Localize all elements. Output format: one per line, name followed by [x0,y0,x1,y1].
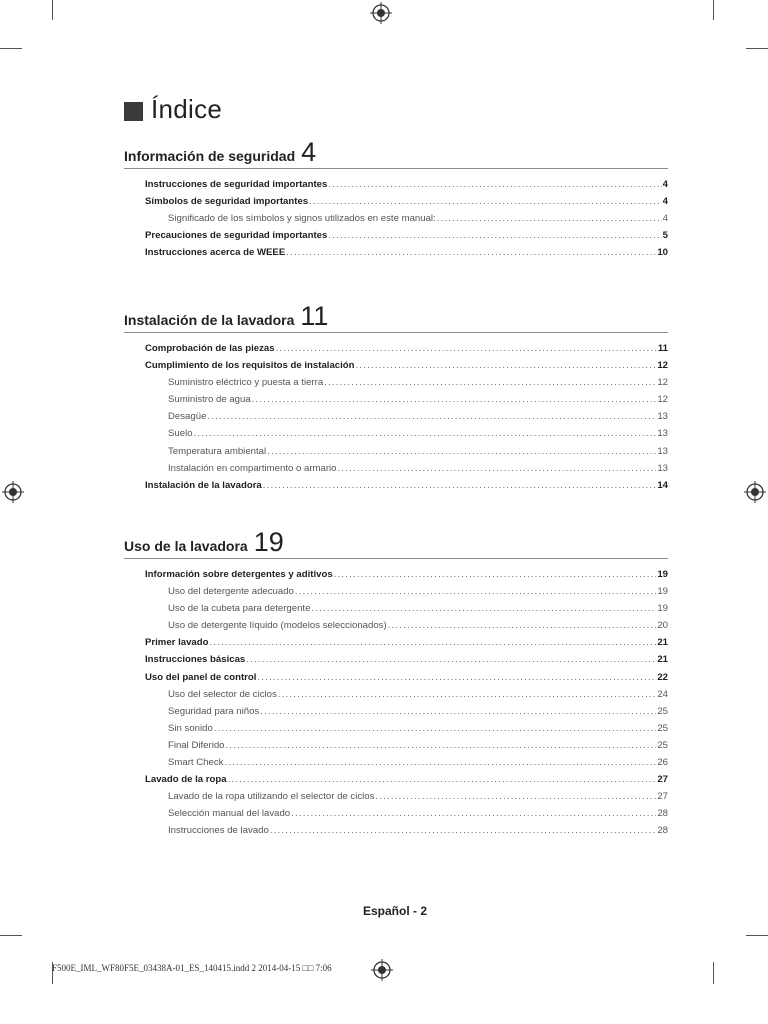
toc-entry-label: Suministro eléctrico y puesta a tierra [168,377,324,389]
title-square-icon [124,102,143,121]
toc-entry-page: 12 [657,360,668,372]
toc-entry[interactable] [124,805,668,822]
toc-entry[interactable] [124,651,668,668]
toc-entry[interactable] [124,600,668,617]
dot-leader [257,669,656,686]
registration-mark-icon [371,959,393,981]
toc-entry-label: Comprobación de las piezas [145,343,275,354]
toc-section [124,137,668,261]
toc-entry[interactable] [124,227,668,244]
section-page-number: 11 [300,301,329,331]
dot-leader [295,583,656,600]
toc-entry-label: Primer lavado [145,637,209,649]
toc-section [124,301,668,494]
toc-entry-page: 5 [662,230,668,242]
crop-mark [746,48,768,49]
toc-entry-label: Final Diferido [168,739,225,751]
toc-entry-label: Lavado de la ropa [145,774,227,786]
dot-leader [226,737,657,754]
registration-mark-icon [744,481,766,503]
dot-leader [207,408,656,425]
toc-entry[interactable] [124,754,668,771]
dot-leader [437,210,662,227]
toc-entry-page: 28 [657,808,668,820]
toc-entry[interactable] [124,686,668,703]
toc-entry-label: Desagüe [168,411,207,423]
dot-leader [276,340,657,357]
dot-leader [228,771,657,788]
toc-entry-label: Suelo [168,428,193,440]
registration-mark-icon [370,2,392,24]
toc-entry-label: Uso de la cubeta para detergente [168,603,311,615]
toc-entry-label: Selección manual del lavado [168,808,291,820]
toc-entry-page: 22 [657,671,668,683]
dot-leader [286,244,656,261]
dot-leader [311,600,656,617]
toc-entry-page: 21 [657,637,668,649]
toc-entry-page: 4 [662,213,668,225]
toc-entry[interactable] [124,210,668,227]
toc-entry-label: Instalación en compartimento o armario [168,462,337,474]
page-footer: Español - 2 [362,904,427,918]
toc-entry[interactable] [124,340,668,357]
dot-leader [214,720,657,737]
toc-entry-page: 20 [657,620,668,632]
toc-entry-page: 25 [657,739,668,751]
toc-entry-label: Instrucciones de lavado [168,825,269,837]
page-title-text: Índice [151,94,223,124]
toc-entry-label: Temperatura ambiental [168,445,267,457]
toc-entries [124,340,668,494]
toc-entry-label: Instrucciones básicas [145,654,246,666]
section-page-number: 19 [253,527,284,557]
toc-entry[interactable] [124,720,668,737]
toc-section [124,527,668,840]
toc-entry-label: Uso del selector de ciclos [168,688,277,700]
toc-entry[interactable] [124,669,668,686]
toc-entry-page: 27 [657,774,668,786]
crop-mark [0,935,22,936]
toc-entry-page: 19 [657,569,668,580]
toc-entry-page: 25 [657,722,668,734]
toc-entry-label: Símbolos de seguridad importantes [145,196,309,208]
toc-entries [124,566,668,840]
toc-entry-label: Uso del panel de control [145,671,257,683]
toc-entry[interactable] [124,703,668,720]
toc-entry-label: Información sobre detergentes y aditivos [145,569,333,580]
toc-entry-page: 28 [657,825,668,837]
section-title: Uso de la lavadora [124,538,248,554]
dot-leader [309,193,662,210]
toc-entry[interactable] [124,425,668,442]
toc-entry[interactable] [124,443,668,460]
toc-entry[interactable] [124,408,668,425]
toc-entry[interactable] [124,617,668,634]
section-title: Instalación de la lavadora [124,312,295,328]
dot-leader [270,822,657,839]
toc-entry[interactable] [124,788,668,805]
dot-leader [291,805,656,822]
print-slug: F500E_IML_WF80F5E_03438A-01_ES_140415.indd 2 2014-04-15 □□ 7:06 [52,963,332,973]
toc-entry-page: 10 [657,247,668,259]
toc-entry[interactable] [124,460,668,477]
toc-entry-page: 4 [662,196,668,208]
toc-entry-page: 13 [657,462,668,474]
toc-entry-page: 11 [657,343,668,354]
toc-entry-page: 26 [657,757,668,769]
dot-leader [267,443,656,460]
toc-entry-page: 13 [657,428,668,440]
toc-entry[interactable] [124,176,668,193]
toc-entry-label: Cumplimiento de los requisitos de instalación [145,360,355,372]
toc-entry-label: Instrucciones de seguridad importantes [145,179,328,190]
section-header [124,137,668,169]
dot-leader [328,227,661,244]
section-page-number: 4 [301,137,317,167]
toc-entry-page: 14 [657,479,668,491]
toc-entry-label: Sin sonido [168,722,213,734]
toc-entries [124,176,668,261]
toc-entry-label: Uso del detergente adecuado [168,586,294,598]
toc-entry-label: Smart Check [168,757,224,769]
toc-entry-page: 4 [662,179,668,190]
toc-entry[interactable] [124,566,668,583]
toc-entry[interactable] [124,771,668,788]
toc-entry-page: 19 [657,586,668,598]
dot-leader [252,391,657,408]
dot-leader [388,617,657,634]
crop-mark [713,0,714,20]
toc-entry-page: 24 [657,688,668,700]
registration-mark-icon [2,481,24,503]
toc-entry-page: 12 [657,377,668,389]
dot-leader [278,686,657,703]
toc-entry[interactable] [124,244,668,261]
crop-mark [0,48,22,49]
toc-entry-page: 19 [657,603,668,615]
dot-leader [224,754,656,771]
toc-entry[interactable] [124,357,668,374]
dot-leader [328,176,661,193]
dot-leader [260,703,656,720]
toc-entry[interactable] [124,391,668,408]
toc-entry-label: Uso de detergente líquido (modelos seleccionados) [168,620,387,632]
toc-entry-page: 27 [657,791,668,803]
section-title: Información de seguridad [124,148,296,164]
crop-mark [746,935,768,936]
toc-entry-page: 12 [657,394,668,406]
toc-entry-label: Instrucciones acerca de WEEE [145,247,286,259]
toc-entry-label: Suministro de agua [168,394,251,406]
dot-leader [263,477,657,494]
toc-entry-page: 13 [657,445,668,457]
toc-entry-page: 25 [657,705,668,717]
crop-mark [52,0,53,20]
toc-entry[interactable] [124,477,668,494]
section-header [124,301,668,333]
dot-leader [324,374,656,391]
toc-entry-label: Instalación de la lavadora [145,479,262,491]
dot-leader [338,460,657,477]
dot-leader [194,425,657,442]
toc-entry-label: Lavado de la ropa utilizando el selector de ciclos [168,791,375,803]
toc-entry[interactable] [124,374,668,391]
toc-entry[interactable] [124,822,668,839]
toc-entry[interactable] [124,583,668,600]
toc-entry-label: Seguridad para niños [168,705,260,717]
toc-entry-page: 21 [657,654,668,666]
toc-entry[interactable] [124,737,668,754]
toc-entry-label: Precauciones de seguridad importantes [145,230,328,242]
dot-leader [246,651,656,668]
page-title [124,94,222,125]
dot-leader [375,788,656,805]
toc-entry[interactable] [124,634,668,651]
toc-entry-label: Significado de los símbolos y signos utilizados en este manual: [168,213,436,225]
toc-entry-page: 13 [657,411,668,423]
crop-mark [713,962,714,984]
dot-leader [209,634,656,651]
dot-leader [356,357,657,374]
section-header [124,527,668,559]
dot-leader [334,566,657,583]
toc-entry[interactable] [124,193,668,210]
